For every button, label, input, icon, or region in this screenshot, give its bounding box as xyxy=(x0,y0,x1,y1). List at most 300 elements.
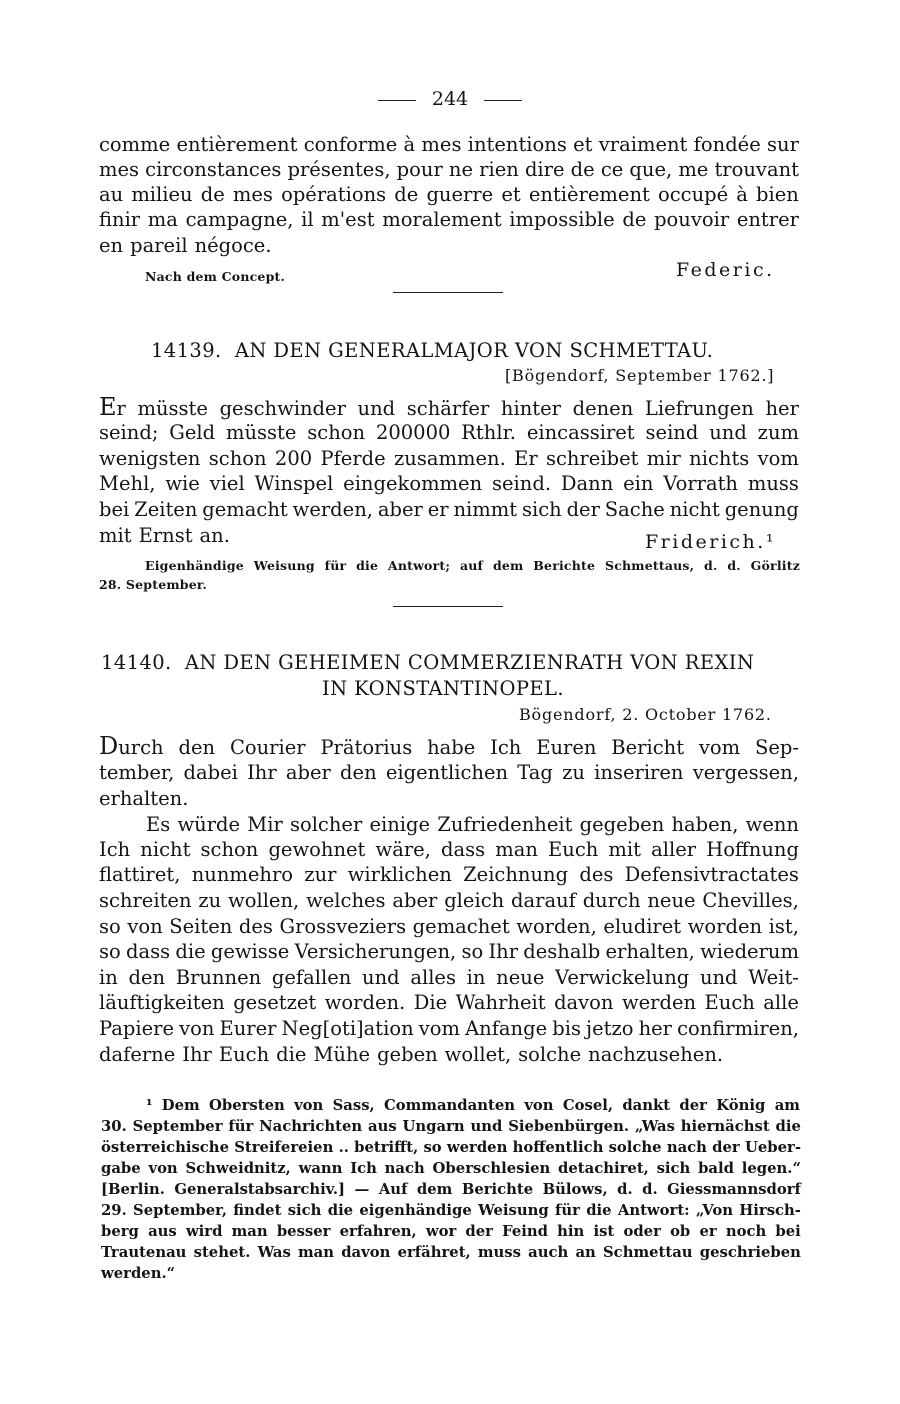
word: aller xyxy=(651,838,697,861)
word: jetzo xyxy=(586,1017,634,1040)
word: viel xyxy=(209,472,245,495)
word: Zufriedenheit xyxy=(437,813,573,836)
word: bien xyxy=(756,183,799,206)
word: man xyxy=(298,1244,335,1261)
word: muss xyxy=(477,1244,521,1261)
letter-title: AN DEN GENERALMAJOR VON SCHMETTAU. xyxy=(234,339,714,362)
footnote-line xyxy=(101,1137,801,1158)
text-line xyxy=(99,991,799,1015)
word: Mühe xyxy=(313,1043,371,1066)
word: Grossveziers xyxy=(279,915,407,938)
word: schreibet xyxy=(546,447,639,470)
word: wäre, xyxy=(375,838,431,861)
word: Giessmannsdorf xyxy=(667,1181,801,1198)
word: 30. xyxy=(101,1118,127,1135)
word: Eurer xyxy=(219,1017,277,1040)
word: daferne xyxy=(99,1043,176,1066)
word: den xyxy=(340,761,377,784)
word: von xyxy=(127,915,163,938)
word: gegeben xyxy=(579,813,665,836)
word: .. xyxy=(338,1139,349,1156)
word: tember, xyxy=(99,761,175,784)
word: Generalstabsarchiv.] xyxy=(174,1181,346,1198)
word: sich xyxy=(521,498,562,521)
word: Berichte xyxy=(461,1181,534,1198)
word: bald xyxy=(698,1160,734,1177)
word: bis xyxy=(552,1017,581,1040)
word: schreiten xyxy=(99,889,192,912)
word: geschwinder xyxy=(219,397,346,420)
word: hin xyxy=(557,1223,585,1240)
word: impossible xyxy=(509,208,615,231)
word: sich xyxy=(656,1160,691,1177)
word: présentes, xyxy=(287,158,391,181)
word: der xyxy=(465,1223,493,1240)
word: Seiten xyxy=(169,915,233,938)
word: intentions xyxy=(467,133,567,156)
word: Ich xyxy=(350,1160,377,1177)
word: Antwort: xyxy=(617,1202,690,1219)
word: confirmiren, xyxy=(677,1017,799,1040)
page-number: 244 xyxy=(431,88,469,110)
word: „Von xyxy=(695,1202,734,1219)
word: dankt xyxy=(622,1097,671,1114)
word: die xyxy=(586,1202,612,1219)
word: läuftigkeiten xyxy=(99,991,225,1014)
word: wenn xyxy=(745,813,799,836)
word: so xyxy=(99,940,121,963)
word: pouvoir xyxy=(654,208,730,231)
word: Sep- xyxy=(755,736,799,759)
word: betrifft, xyxy=(354,1139,419,1156)
word: fondée xyxy=(693,133,761,156)
footnote-line xyxy=(146,1095,800,1116)
word: ce xyxy=(600,158,624,181)
word: auch xyxy=(528,1244,569,1261)
word: Ihr xyxy=(247,761,277,784)
word: österreichische xyxy=(101,1139,229,1156)
signature: Friderich.¹ xyxy=(645,531,776,553)
text-line xyxy=(99,966,799,990)
word: Was xyxy=(257,1244,291,1261)
word: Ernst xyxy=(138,524,193,547)
word: Er xyxy=(99,393,126,421)
text-line xyxy=(99,208,799,232)
word: zur xyxy=(304,863,337,886)
text-line xyxy=(99,472,799,496)
word: wie xyxy=(165,472,200,495)
word: vergessen, xyxy=(692,761,799,784)
word: den xyxy=(128,966,166,989)
text-line xyxy=(146,813,799,837)
word: vom xyxy=(757,447,799,470)
text-line xyxy=(99,761,799,785)
word: würde xyxy=(177,813,241,836)
word: neue xyxy=(496,966,545,989)
word: nunmehro xyxy=(191,863,294,886)
word: milieu xyxy=(131,183,193,206)
word: solcher xyxy=(289,813,363,836)
word: König xyxy=(716,1097,766,1114)
word: man xyxy=(231,1223,268,1240)
word: er xyxy=(427,498,449,521)
text-line xyxy=(99,234,799,258)
word: guerre xyxy=(426,183,494,206)
word: au xyxy=(99,183,124,206)
letter-number: 14139. xyxy=(151,339,222,362)
word: Liefrungen xyxy=(644,397,754,420)
word: Die xyxy=(413,991,448,1014)
word: ne xyxy=(448,158,474,181)
word: durch xyxy=(582,889,641,912)
word: wiederum xyxy=(700,940,799,963)
word: dabei xyxy=(183,761,238,784)
word: que, xyxy=(629,158,673,181)
word: nicht xyxy=(669,498,720,521)
word: Anfange xyxy=(465,1017,548,1040)
word: wann xyxy=(298,1160,343,1177)
word: worden. xyxy=(324,991,406,1014)
text-line xyxy=(99,1043,799,1067)
word: Bülows, xyxy=(542,1181,608,1198)
word: und xyxy=(699,966,738,989)
word: wollet, xyxy=(444,1043,512,1066)
word: Rthlr. xyxy=(461,421,516,444)
word: die xyxy=(775,1118,801,1135)
word: Es xyxy=(146,813,171,836)
word: mes xyxy=(99,158,140,181)
word: bei xyxy=(775,1223,801,1240)
word: Obersten xyxy=(208,1097,285,1114)
text-line xyxy=(99,838,799,862)
word: Cosel, xyxy=(562,1097,614,1114)
word: moralement xyxy=(382,208,502,231)
word: Dann xyxy=(560,472,614,495)
word: m'est xyxy=(321,208,375,231)
word: worden, xyxy=(516,915,597,938)
word: nicht xyxy=(140,838,191,861)
word: de xyxy=(200,183,225,206)
word: entièrement xyxy=(528,183,650,206)
word: werden.“ xyxy=(101,1265,176,1282)
word: so xyxy=(423,1139,442,1156)
word: zusammen. xyxy=(394,447,506,470)
word: il xyxy=(301,208,314,231)
text-line xyxy=(99,1017,799,1041)
word: mir xyxy=(646,447,681,470)
word: — xyxy=(354,1181,370,1198)
word: Winspel xyxy=(254,472,334,495)
word: entièrement xyxy=(176,133,298,156)
word: nichts xyxy=(689,447,750,470)
letter-title-continued: IN KONSTANTINOPEL. xyxy=(322,677,564,700)
word: wor xyxy=(425,1223,457,1240)
letter-heading xyxy=(151,338,713,364)
text-line xyxy=(99,158,799,182)
text-line xyxy=(99,421,799,445)
word: Hoffnung xyxy=(706,838,799,861)
word: ob xyxy=(670,1223,691,1240)
word: einige xyxy=(369,813,431,836)
word: den xyxy=(178,736,216,759)
word: ¹ xyxy=(146,1097,153,1114)
word: wenigsten xyxy=(99,447,201,470)
text-line xyxy=(99,889,799,913)
word: dass xyxy=(441,838,486,861)
word: de xyxy=(570,158,595,181)
word: campagne, xyxy=(185,208,294,231)
word: am xyxy=(774,1097,800,1114)
header-dash-right xyxy=(484,100,522,101)
word: gemachet xyxy=(412,915,510,938)
word: erhalten. xyxy=(99,787,189,810)
text-line xyxy=(99,863,799,887)
word: Er xyxy=(514,447,538,470)
signature: Federic. xyxy=(676,259,775,281)
word: und xyxy=(357,397,396,420)
word: eigentlichen xyxy=(385,761,509,784)
word: gefallen xyxy=(271,966,352,989)
word: wirklichen xyxy=(347,863,452,886)
word: Weit- xyxy=(748,966,799,989)
word: Zeichnung xyxy=(463,863,569,886)
word: Siebenbürgen. xyxy=(508,1118,629,1135)
word: seind. xyxy=(492,472,552,495)
word: finir xyxy=(99,208,141,231)
section-divider xyxy=(393,292,503,293)
word: der xyxy=(712,1139,740,1156)
word: davon xyxy=(554,991,614,1014)
word: trouvant xyxy=(714,158,799,181)
footnote-line xyxy=(101,1179,801,1200)
word: er xyxy=(699,1223,717,1240)
word: von xyxy=(179,1017,215,1040)
word: gemacht xyxy=(202,498,288,521)
word: Euren xyxy=(536,736,597,759)
letter-heading xyxy=(101,650,754,676)
word: mit xyxy=(99,524,132,547)
word: Ich xyxy=(99,838,131,861)
letter-number: 14140. xyxy=(101,651,172,674)
word: Schmettau xyxy=(603,1244,693,1261)
word: deshalb xyxy=(523,940,601,963)
word: Vorrath xyxy=(663,472,738,495)
word: Neg[oti]ation xyxy=(281,1017,414,1040)
source-note: Nach dem Concept. xyxy=(145,269,286,284)
word: Hirsch- xyxy=(739,1202,801,1219)
word: dem xyxy=(416,1181,453,1198)
word: Ueber- xyxy=(744,1139,801,1156)
word: mes xyxy=(232,183,273,206)
word: von xyxy=(524,1097,554,1114)
word: Sache xyxy=(604,498,665,521)
word: à xyxy=(403,133,416,156)
word: hiernächst xyxy=(680,1118,770,1135)
word: davon xyxy=(341,1244,391,1261)
word: zu xyxy=(198,889,222,912)
word: nach xyxy=(666,1139,707,1156)
word: schon xyxy=(307,421,366,444)
word: aber xyxy=(392,889,438,912)
word: Tag xyxy=(517,761,553,784)
word: legen.“ xyxy=(741,1160,801,1177)
word: mit xyxy=(608,838,641,861)
word: Euch xyxy=(704,991,755,1014)
word: et xyxy=(573,133,593,156)
word: von xyxy=(294,1097,324,1114)
word: noch xyxy=(725,1223,767,1240)
source-note: Eigenhändige Weisung für die Antwort; auf dem Berichte Schmettaus, d. d. Görlitz xyxy=(145,558,800,573)
word: hinter xyxy=(500,397,561,420)
word: d. xyxy=(642,1181,658,1198)
word: 200000 xyxy=(375,421,451,444)
word: schärfer xyxy=(406,397,490,420)
word: Sass, xyxy=(332,1097,375,1114)
word: werden xyxy=(621,991,697,1014)
word: vraiment xyxy=(598,133,688,156)
word: nach xyxy=(384,1160,425,1177)
word: worden xyxy=(687,915,763,938)
word: bei xyxy=(99,498,130,521)
word: Verwickelung xyxy=(555,966,690,989)
word: Ihr xyxy=(182,1043,212,1066)
word: darauf xyxy=(511,889,576,912)
word: schon xyxy=(200,838,259,861)
word: Courier xyxy=(229,736,306,759)
word: Geld xyxy=(169,421,216,444)
word: die xyxy=(327,1202,354,1219)
word: eludiret xyxy=(603,915,682,938)
word: conforme xyxy=(303,133,398,156)
word: genung xyxy=(724,498,799,521)
word: Bericht xyxy=(611,736,685,759)
word: von xyxy=(148,1160,178,1177)
word: flattiret, xyxy=(99,863,181,886)
word: ist, xyxy=(768,915,799,938)
word: des xyxy=(579,863,614,886)
word: Dem xyxy=(161,1097,200,1114)
word: entrer xyxy=(736,208,799,231)
word: solche xyxy=(608,1139,662,1156)
word: schon xyxy=(208,447,267,470)
word: oder xyxy=(623,1223,661,1240)
word: des xyxy=(238,915,273,938)
word: Mehl, xyxy=(99,472,156,495)
word: hoffentlich xyxy=(512,1139,604,1156)
word: Nachrichten xyxy=(259,1118,363,1135)
word: her xyxy=(638,1017,672,1040)
word: Commandanten xyxy=(384,1097,516,1114)
word: comme xyxy=(99,133,171,156)
text-line xyxy=(99,183,799,207)
word: berg xyxy=(101,1223,139,1240)
footnote-line xyxy=(101,1158,801,1179)
word: eingekommen xyxy=(343,472,483,495)
text-line xyxy=(99,393,799,421)
word: haben, xyxy=(671,813,739,836)
word: aber xyxy=(285,761,331,784)
word: werden xyxy=(446,1139,508,1156)
word: für xyxy=(228,1118,254,1135)
word: ma xyxy=(147,208,178,231)
text-line xyxy=(99,447,799,471)
word: eincassiret xyxy=(526,421,635,444)
word: solche xyxy=(518,1043,582,1066)
word: Oberschlesien xyxy=(432,1160,551,1177)
text-line xyxy=(99,732,799,760)
word: gewisse xyxy=(210,940,290,963)
page-header xyxy=(0,88,900,110)
footnote-line xyxy=(101,1263,801,1284)
text-line xyxy=(99,133,799,157)
word: me xyxy=(678,158,709,181)
word: findet xyxy=(233,1202,282,1219)
word: de xyxy=(394,183,419,206)
word: der xyxy=(566,498,600,521)
word: habe xyxy=(427,736,476,759)
word: Papiere xyxy=(99,1017,174,1040)
word: erfähret, xyxy=(397,1244,471,1261)
word: eigenhändige xyxy=(359,1202,472,1219)
word: wird xyxy=(185,1223,223,1240)
word: Chevilles, xyxy=(702,889,799,912)
word: seind; xyxy=(99,421,159,444)
word: „Was xyxy=(634,1118,675,1135)
word: dire xyxy=(524,158,565,181)
word: denen xyxy=(572,397,634,420)
word: Euch xyxy=(218,1043,270,1066)
word: alle xyxy=(763,991,799,1014)
word: Prätorius xyxy=(320,736,413,759)
word: seind xyxy=(645,421,699,444)
word: aber xyxy=(377,498,423,521)
word: pour xyxy=(396,158,443,181)
word: müsste xyxy=(225,421,297,444)
word: Ich xyxy=(490,736,522,759)
letter-title: AN DEN GEHEIMEN COMMERZIENRATH VON REXIN xyxy=(184,651,755,674)
word: stehet. xyxy=(193,1244,251,1261)
word: September xyxy=(132,1118,223,1135)
word: nimmt xyxy=(453,498,518,521)
footnote-line xyxy=(101,1242,801,1263)
word: die xyxy=(175,940,206,963)
word: alles xyxy=(410,966,456,989)
word: und xyxy=(470,1118,503,1135)
word: September, xyxy=(133,1202,228,1219)
word: sur xyxy=(767,133,799,156)
word: 29. xyxy=(101,1202,127,1219)
word: her xyxy=(765,397,799,420)
word: so xyxy=(99,915,121,938)
word: gesetzet xyxy=(233,991,317,1014)
word: ist xyxy=(593,1223,615,1240)
word: Defensivtractates xyxy=(624,863,799,886)
word: in xyxy=(466,966,486,989)
header-dash-left xyxy=(378,100,416,101)
footnote-line xyxy=(101,1200,801,1221)
word: rien xyxy=(479,158,519,181)
word: Trautenau xyxy=(101,1244,187,1261)
word: Weisung xyxy=(478,1202,549,1219)
footnote-line xyxy=(101,1116,801,1137)
word: detachiret, xyxy=(558,1160,649,1177)
word: erhalten, xyxy=(605,940,695,963)
word: man xyxy=(495,838,538,861)
letter-date: [Bögendorf, September 1762.] xyxy=(505,366,775,385)
word: wollen, xyxy=(228,889,300,912)
word: d. xyxy=(617,1181,633,1198)
word: de xyxy=(622,208,647,231)
